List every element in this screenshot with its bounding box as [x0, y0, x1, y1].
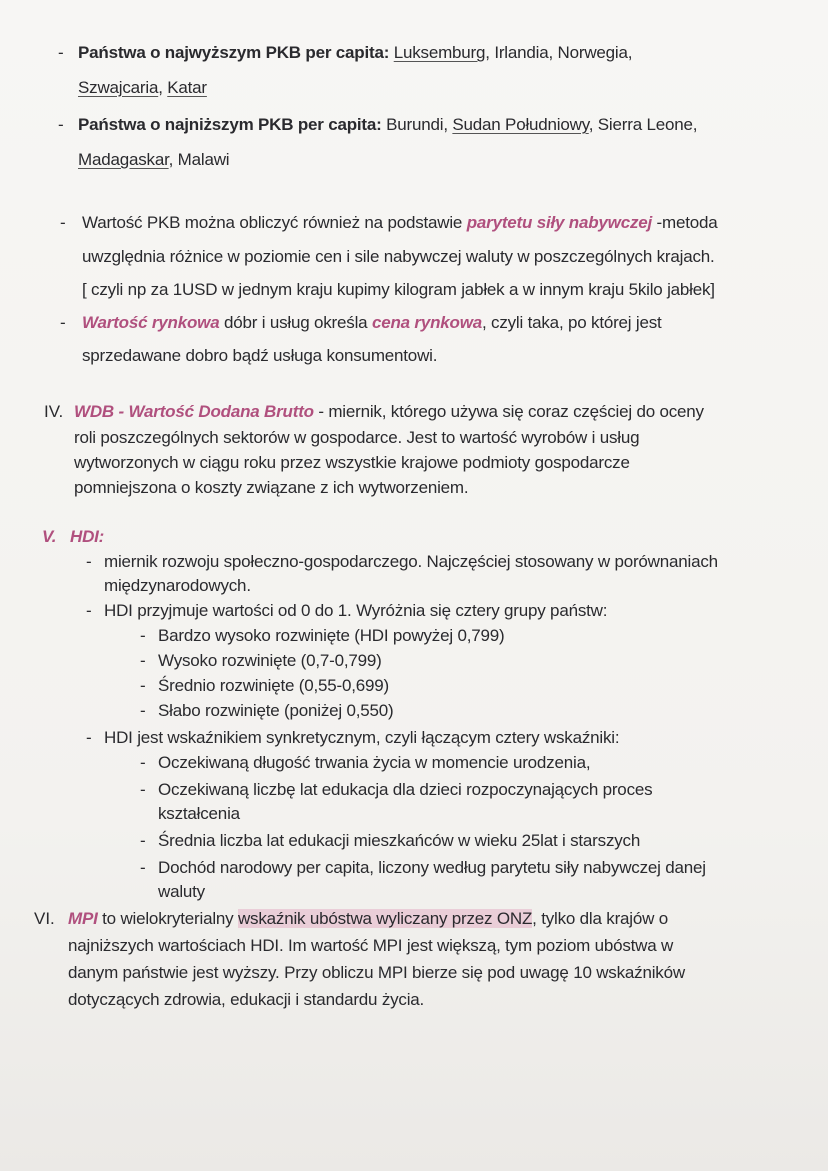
gdp-lowest-label: Państwa o najniższym PKB per capita: — [78, 115, 382, 134]
ppp-term: parytetu siły nabywczej — [466, 213, 653, 232]
bullet-dash: - — [140, 831, 146, 850]
hdi-indicator-4-line-1: Dochód narodowy per capita, liczony według parytetu siły nabywczej danej — [158, 858, 706, 877]
country-madagascar: Madagaskar — [78, 150, 169, 169]
market-line-1 — [82, 312, 662, 334]
bullet-dash: - — [140, 651, 146, 670]
wdb-text: - miernik, którego używa się coraz częściej do oceny — [313, 402, 704, 421]
ppp-line-1 — [82, 212, 718, 234]
bullet-dash: - — [86, 728, 92, 747]
market-value-term: Wartość rynkowa — [82, 313, 220, 332]
wdb-line-4: pomniejszona o koszty związane z ich wytworzeniem. — [74, 478, 469, 497]
mpi-title: MPI — [68, 909, 98, 928]
market-text: dóbr i usług określa — [219, 313, 372, 332]
wdb-line-2: roli poszczególnych sektorów w gospodarce. Jest to wartość wyrobów i usług — [74, 428, 640, 447]
bullet-dash: - — [58, 115, 64, 134]
separator: , — [158, 78, 168, 97]
hdi-bullet-3: HDI jest wskaźnikiem synkretycznym, czyli łączącym cztery wskaźniki: — [104, 728, 620, 747]
hdi-bullet-1-line-1: miernik rozwoju społeczno-gospodarczego. Najczęściej stosowany w porównaniach — [104, 552, 718, 571]
bullet-dash: - — [140, 858, 146, 877]
gdp-lowest-line — [78, 114, 697, 136]
hdi-bullet-1-line-2: międzynarodowych. — [104, 576, 251, 595]
country-luxembourg: Luksemburg — [393, 43, 486, 62]
hdi-title: HDI: — [70, 527, 105, 546]
hdi-group-1: Bardzo wysoko rozwinięte (HDI powyżej 0,799) — [158, 626, 505, 645]
section-numeral-vi: VI. — [34, 909, 55, 928]
gdp-highest-line — [78, 42, 632, 64]
hdi-indicator-2-line-2: kształcenia — [158, 804, 240, 823]
mpi-text: , tylko dla krajów o — [532, 909, 668, 928]
gdp-highest-line-2 — [78, 77, 207, 99]
countries-text: , Sierra Leone, — [588, 115, 698, 134]
ppp-text: Wartość PKB można obliczyć również na podstawie — [82, 213, 467, 232]
bullet-dash: - — [140, 676, 146, 695]
hdi-bullet-2: HDI przyjmuje wartości od 0 do 1. Wyróżnia się cztery grupy państw: — [104, 601, 608, 620]
ppp-line-3: [ czyli np za 1USD w jednym kraju kupimy kilogram jabłek a w innym kraju 5kilo jabłek] — [82, 280, 715, 299]
hdi-group-4: Słabo rozwinięte (poniżej 0,550) — [158, 701, 394, 720]
ppp-text: -metoda — [652, 213, 718, 232]
market-price-term: cena rynkowa — [371, 313, 482, 332]
bullet-dash: - — [140, 701, 146, 720]
bullet-dash: - — [60, 213, 66, 232]
mpi-highlight: wskaźnik ubóstwa wyliczany przez ONZ — [237, 909, 533, 928]
bullet-dash: - — [140, 753, 146, 772]
bullet-dash: - — [140, 780, 146, 799]
bullet-dash: - — [60, 313, 66, 332]
country-switzerland: Szwajcaria — [78, 78, 159, 97]
countries-text: Burundi, — [381, 115, 453, 134]
market-line-2: sprzedawane dobro bądź usługa konsumentowi. — [82, 346, 438, 365]
mpi-line-4: dotyczących zdrowia, edukacji i standardu życia. — [68, 990, 425, 1009]
countries-text: , Malawi — [168, 150, 230, 169]
market-text: , czyli taka, po której jest — [481, 313, 662, 332]
hdi-group-3: Średnio rozwinięte (0,55-0,699) — [158, 676, 389, 695]
mpi-text: to wielokryterialny — [97, 909, 238, 928]
section-numeral-iv: IV. — [44, 402, 64, 421]
wdb-line-3: wytworzonych w ciągu roku przez wszystkie krajowe podmioty gospodarcze — [74, 453, 630, 472]
country-qatar: Katar — [167, 78, 207, 97]
hdi-indicator-4-line-2: waluty — [158, 882, 205, 901]
wdb-line-1 — [74, 401, 704, 423]
hdi-indicator-3: Średnia liczba lat edukacji mieszkańców w wieku 25lat i starszych — [158, 831, 641, 850]
mpi-line-3: danym państwie jest wyższy. Przy obliczu MPI bierze się pod uwagę 10 wskaźników — [68, 963, 685, 982]
countries-text: , Irlandia, Norwegia, — [485, 43, 633, 62]
bullet-dash: - — [58, 43, 64, 62]
hdi-indicator-1: Oczekiwaną długość trwania życia w momencie urodzenia, — [158, 753, 591, 772]
mpi-line-2: najniższych wartościach HDI. Im wartość MPI jest większą, tym poziom ubóstwa w — [68, 936, 674, 955]
ppp-line-2: uwzględnia różnice w poziomie cen i sile nabywczej waluty w poszczególnych krajach. — [82, 247, 715, 266]
mpi-line-1 — [68, 908, 668, 930]
bullet-dash: - — [86, 552, 92, 571]
wdb-title: WDB - Wartość Dodana Brutto — [74, 402, 314, 421]
country-south-sudan: Sudan Południowy — [452, 115, 589, 134]
gdp-highest-label: Państwa o najwyższym PKB per capita: — [78, 43, 390, 62]
hdi-group-2: Wysoko rozwinięte (0,7-0,799) — [158, 651, 382, 670]
section-numeral-v: V. — [42, 527, 57, 546]
bullet-dash: - — [140, 626, 146, 645]
hdi-indicator-2-line-1: Oczekiwaną liczbę lat edukacja dla dzieci rozpoczynających proces — [158, 780, 653, 799]
bullet-dash: - — [86, 601, 92, 620]
gdp-lowest-line-2 — [78, 149, 229, 171]
